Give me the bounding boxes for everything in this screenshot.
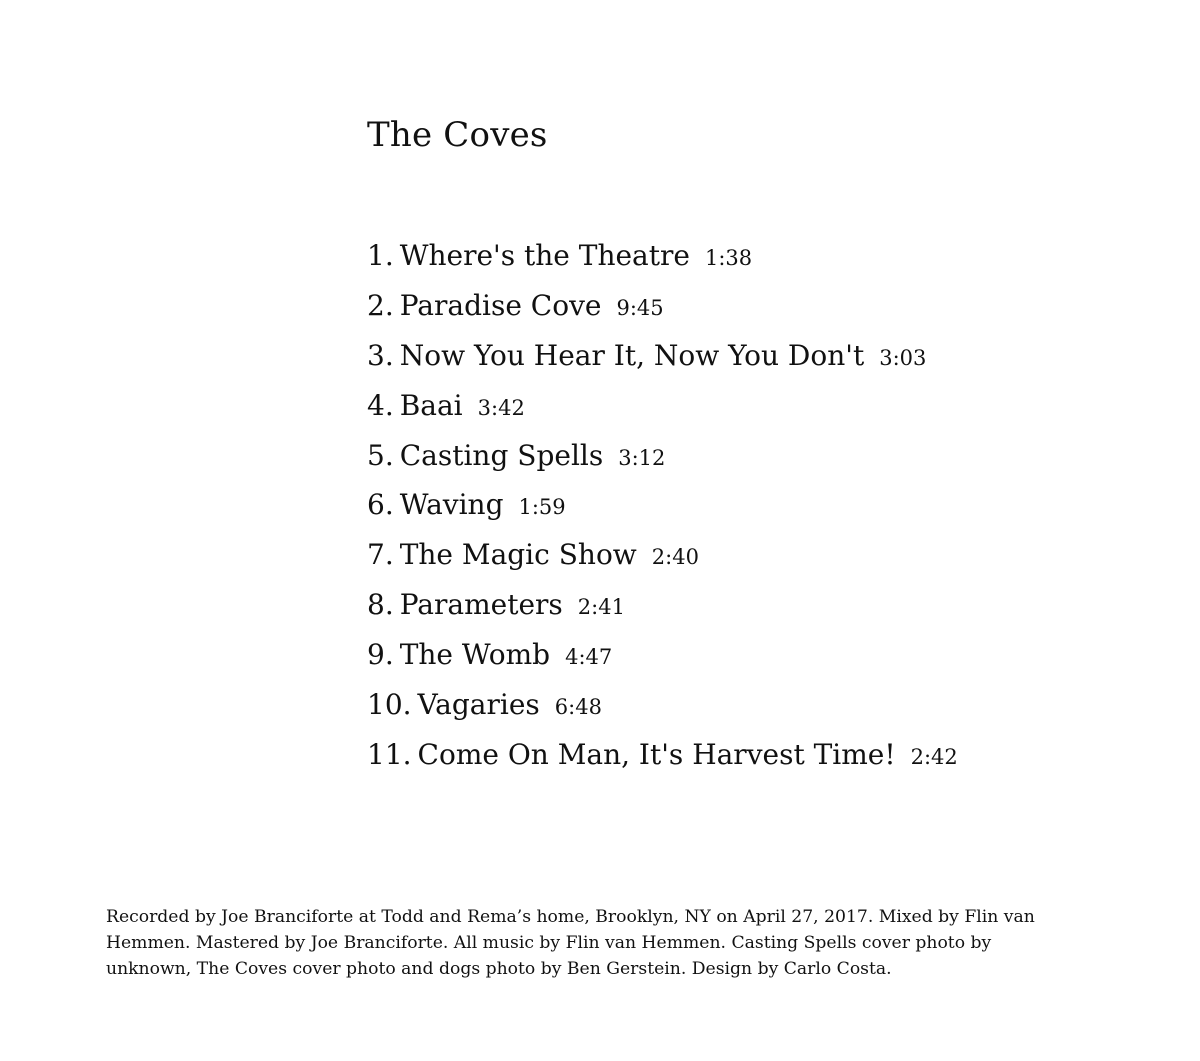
track-number: 10. (367, 688, 412, 722)
track-title: Baai (399, 388, 463, 422)
track-title: Waving (399, 488, 504, 522)
track-number: 11. (367, 737, 412, 771)
track-row (367, 632, 958, 682)
track-duration: 1:38 (704, 246, 753, 270)
track-duration: 3:12 (618, 445, 666, 470)
track-row (367, 233, 958, 283)
track-title: Casting Spells (399, 438, 604, 472)
track-number: 9. (367, 638, 394, 672)
track-duration: 3:42 (477, 395, 525, 420)
track-row (367, 283, 958, 333)
track-row (367, 482, 958, 532)
track-duration: 9:45 (616, 295, 664, 320)
track-row (367, 532, 958, 582)
track-row (367, 682, 958, 732)
track-title: Where's the Theatre (399, 239, 690, 272)
track-duration: 1:59 (518, 495, 566, 520)
track-duration: 3:03 (879, 345, 927, 370)
track-row (367, 433, 958, 483)
track-title: Vagaries (417, 688, 540, 722)
track-number: 5. (367, 438, 394, 472)
track-number: 2. (367, 288, 394, 322)
track-title: Paradise Cove (399, 288, 602, 322)
track-title: Come On Man, It's Harvest Time! (417, 737, 896, 771)
track-title: Now You Hear It, Now You Don't (399, 338, 865, 372)
track-title: Parameters (399, 588, 563, 622)
track-duration: 6:48 (554, 695, 602, 720)
track-row (367, 732, 958, 782)
track-number: 7. (367, 538, 394, 572)
album-title: The Coves (367, 115, 548, 155)
track-title: The Magic Show (399, 538, 637, 572)
track-title: The Womb (399, 638, 551, 672)
tracklist (367, 233, 958, 782)
track-row (367, 582, 958, 632)
track-row (367, 383, 958, 433)
track-row (367, 333, 958, 383)
track-number: 4. (367, 388, 394, 422)
track-number: 1. (367, 239, 394, 272)
track-duration: 2:41 (577, 595, 625, 620)
track-duration: 4:47 (565, 645, 613, 670)
liner-notes-credits: Recorded by Joe Branciforte at Todd and Rema’s home, Brooklyn, NY on April 27, 2017. Mixed by Flin van Hemmen. Mastered by Joe Branciforte. All music by Flin van Hemmen. Casting Spells cover photo by unknown, The Coves cover photo and dogs photo by Ben Gerstein. Design by Carlo Costa. (106, 907, 1035, 979)
track-duration: 2:42 (910, 744, 958, 769)
track-duration: 2:40 (651, 545, 699, 570)
track-number: 3. (367, 338, 394, 372)
track-number: 6. (367, 488, 394, 522)
track-number: 8. (367, 588, 394, 622)
